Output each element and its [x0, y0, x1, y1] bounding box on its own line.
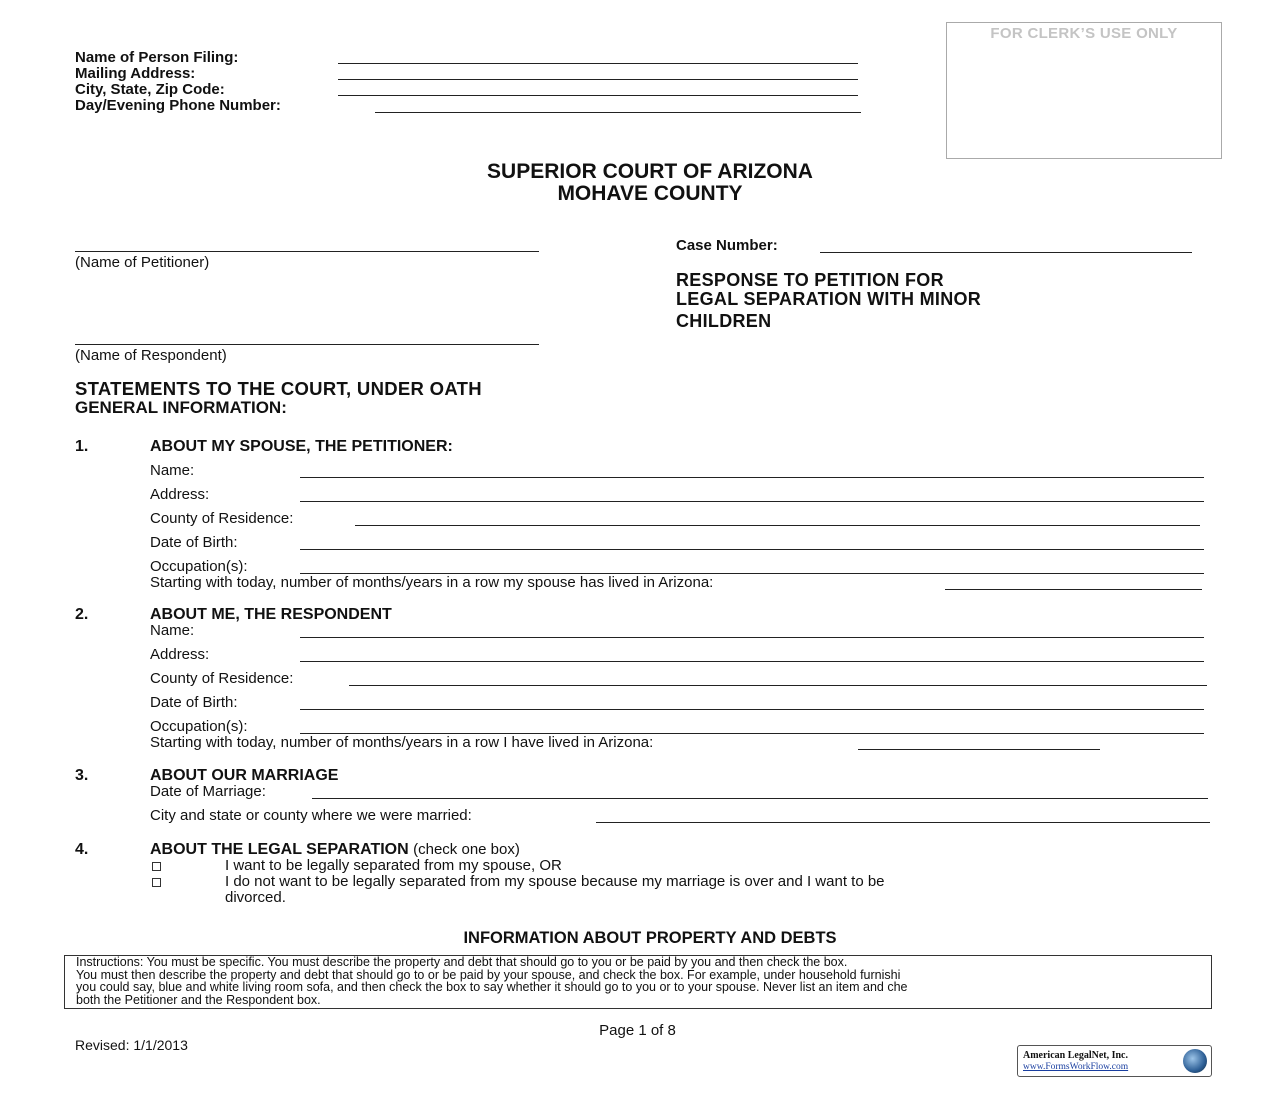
s2-occupation-label: Occupation(s):	[150, 718, 248, 735]
filer-name-label: Name of Person Filing:	[75, 49, 239, 66]
s1-dob-label: Date of Birth:	[150, 534, 238, 551]
option-1-label: I want to be legally separated from my spouse, OR	[225, 857, 562, 874]
s2-name-line[interactable]	[300, 637, 1204, 638]
publisher-link[interactable]: www.FormsWorkFlow.com	[1023, 1062, 1129, 1072]
s2-residency-line[interactable]	[858, 749, 1100, 750]
option-1-checkbox[interactable]	[152, 862, 161, 871]
option-2-checkbox[interactable]	[152, 878, 161, 887]
s3-date-label: Date of Marriage:	[150, 783, 266, 800]
mailing-address-label: Mailing Address:	[75, 65, 196, 82]
respondent-label: (Name of Respondent)	[75, 347, 227, 364]
s2-residency-label: Starting with today, number of months/years in a row I have lived in Arizona:	[150, 734, 654, 751]
petitioner-name-line[interactable]	[75, 251, 539, 252]
instructions-line-4: both the Petitioner and the Respondent box.	[76, 992, 321, 1007]
case-number-label: Case Number:	[676, 237, 778, 254]
s2-name-label: Name:	[150, 622, 195, 639]
s2-address-line[interactable]	[300, 661, 1204, 662]
s2-county-label: County of Residence:	[150, 670, 294, 687]
s1-county-label: County of Residence:	[150, 510, 294, 527]
section-4-title: ABOUT THE LEGAL SEPARATION	[150, 841, 409, 858]
section-1-number: 1.	[75, 438, 89, 455]
case-number-line[interactable]	[820, 252, 1192, 253]
general-info-heading: GENERAL INFORMATION:	[75, 398, 287, 417]
city-state-zip-label: City, State, Zip Code:	[75, 81, 225, 98]
s1-dob-line[interactable]	[300, 549, 1204, 550]
mailing-address-line[interactable]	[338, 79, 858, 80]
revised-date: Revised: 1/1/2013	[75, 1037, 188, 1053]
document-title-3: CHILDREN	[676, 311, 772, 331]
section-1-title: ABOUT MY SPOUSE, THE PETITIONER:	[150, 438, 453, 455]
globe-icon	[1183, 1049, 1207, 1073]
instructions-box	[64, 955, 1212, 1009]
instructions-line-1: Instructions: You must be specific. You must describe the property and debt that should go to you or be paid by you and then check the box.	[76, 955, 848, 969]
s1-name-label: Name:	[150, 462, 195, 479]
s1-residency-label: Starting with today, number of months/years in a row my spouse has lived in Arizona:	[150, 574, 714, 591]
section-3-number: 3.	[75, 767, 89, 784]
option-2-label-line1: I do not want to be legally separated from my spouse because my marriage is over and I want to be	[225, 873, 885, 890]
s1-name-line[interactable]	[300, 477, 1204, 478]
s2-county-line[interactable]	[349, 685, 1207, 686]
phone-line[interactable]	[375, 112, 861, 113]
s1-residency-line[interactable]	[945, 589, 1202, 590]
option-2-label-line2: divorced.	[225, 889, 286, 906]
section-4-note: (check one box)	[413, 841, 520, 858]
section-4-number: 4.	[75, 841, 89, 858]
s3-date-line[interactable]	[312, 798, 1208, 799]
clerk-use-label: FOR CLERK’S USE ONLY	[990, 25, 1178, 42]
section-2-number: 2.	[75, 606, 89, 623]
filer-name-line[interactable]	[338, 63, 858, 64]
section-2-title: ABOUT ME, THE RESPONDENT	[150, 606, 392, 623]
s2-dob-line[interactable]	[300, 709, 1204, 710]
section-3-title: ABOUT OUR MARRIAGE	[150, 767, 339, 784]
s1-address-line[interactable]	[300, 501, 1204, 502]
document-title-1: RESPONSE TO PETITION FOR	[676, 270, 944, 290]
s3-place-line[interactable]	[596, 822, 1210, 823]
s1-address-label: Address:	[150, 486, 210, 503]
petitioner-label: (Name of Petitioner)	[75, 254, 210, 271]
court-county: MOHAVE COUNTY	[557, 182, 743, 205]
phone-label: Day/Evening Phone Number:	[75, 97, 281, 114]
publisher-logo	[1017, 1045, 1212, 1077]
s2-dob-label: Date of Birth:	[150, 694, 238, 711]
publisher-name: American LegalNet, Inc.	[1023, 1050, 1128, 1061]
s1-county-line[interactable]	[355, 525, 1200, 526]
s3-place-label: City and state or county where we were married:	[150, 807, 472, 824]
statements-heading: STATEMENTS TO THE COURT, UNDER OATH	[75, 378, 482, 399]
court-name: SUPERIOR COURT OF ARIZONA	[487, 160, 813, 183]
city-state-zip-line[interactable]	[338, 95, 858, 96]
page-number: Page 1 of 8	[599, 1022, 676, 1039]
s2-address-label: Address:	[150, 646, 210, 663]
property-heading: INFORMATION ABOUT PROPERTY AND DEBTS	[463, 929, 837, 947]
document-title-2: LEGAL SEPARATION WITH MINOR	[676, 289, 982, 309]
instructions-line-3: you could say, blue and white living room sofa, and then check the box to say whether it should go to you or to your spouse. Never list an item and che	[76, 980, 908, 994]
s1-occupation-label: Occupation(s):	[150, 558, 248, 575]
instructions-line-2: You must then describe the property and debt that should go to or be paid by your spouse, and check the box. For example, under household furnishi	[76, 967, 901, 982]
clerk-use-box	[946, 22, 1222, 159]
respondent-name-line[interactable]	[75, 344, 539, 345]
